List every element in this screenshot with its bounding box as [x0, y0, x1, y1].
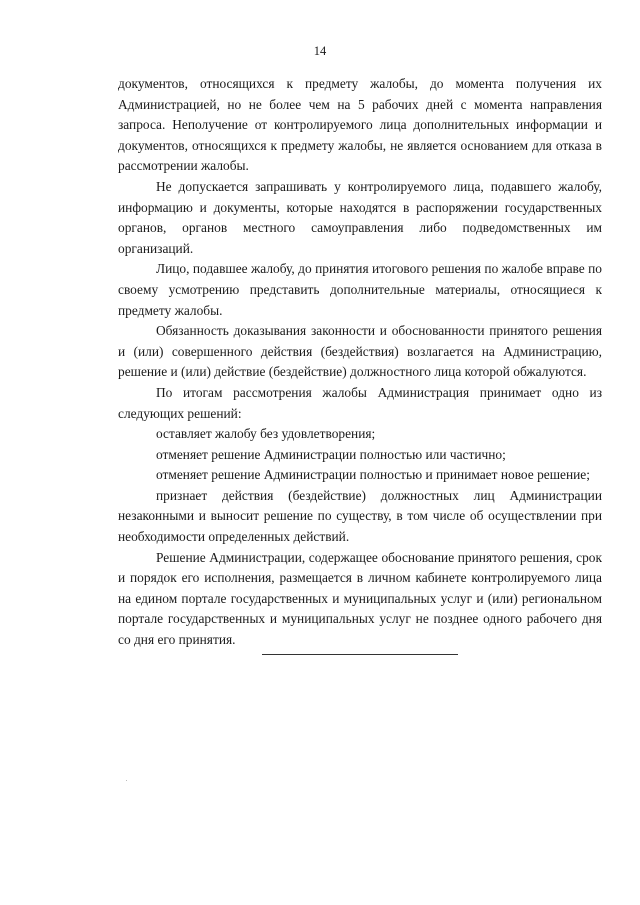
- page-number: 14: [313, 44, 327, 58]
- paragraph-continuation: документов, относящихся к предмету жалобы, до момента получения их Администрацией, но не более чем на 5 рабочих дней с момента направления запроса. Неполучение от контролируемого лица дополнительных информации и документов, относящихся к предмету жалобы, не является основанием для отказа в рассмотрении жалобы.: [118, 76, 602, 174]
- paragraph-additional-materials: Лицо, подавшее жалобу, до принятия итогового решения по жалобе вправе по своему усмотрению представить дополнительные материалы, относящиеся к предмету жалобы.: [118, 261, 602, 318]
- list-item-cancel-and-new-decision: отменяет решение Администрации полностью и принимает новое решение;: [156, 467, 590, 483]
- paragraph-request-prohibition: Не допускается запрашивать у контролируемого лица, подавшего жалобу, информацию и документы, которые находятся в распоряжении государственных органов, органов местного самоуправления либо подведомственных им организаций.: [118, 178, 602, 256]
- paragraph-burden-of-proof: Обязанность доказывания законности и обоснованности принятого решения и (или) совершенного действия (бездействия) возлагается на Администрацию, решение и (или) действие (бездействие) должностного лица которой обжалуются.: [118, 323, 602, 380]
- document-body: [118, 74, 602, 651]
- list-item-declare-unlawful: признает действия (бездействие) должностных лиц Администрации незаконными и выносит решение по существу, в том числе об осуществлении при необходимости определенных действий.: [118, 487, 602, 545]
- list-item-cancel-decision: отменяет решение Администрации полностью или частично;: [156, 446, 506, 462]
- paragraph-decision-publication: Решение Администрации, содержащее обоснование принятого решения, срок и порядок его исполнения, размещается в личном кабинете контролируемого лица на едином портале государственных и муниципальных услуг и (или) региональном портале государственных и муниципальных услуг не позднее одного рабочего дня со дня его принятия.: [118, 549, 602, 648]
- paragraph-decision-options: По итогам рассмотрения жалобы Администрация принимает одно из следующих решений:: [118, 384, 602, 421]
- list-item-leave-without-satisfaction: оставляет жалобу без удовлетворения;: [156, 426, 376, 442]
- closing-divider: [262, 654, 458, 655]
- scan-speck: [126, 780, 127, 781]
